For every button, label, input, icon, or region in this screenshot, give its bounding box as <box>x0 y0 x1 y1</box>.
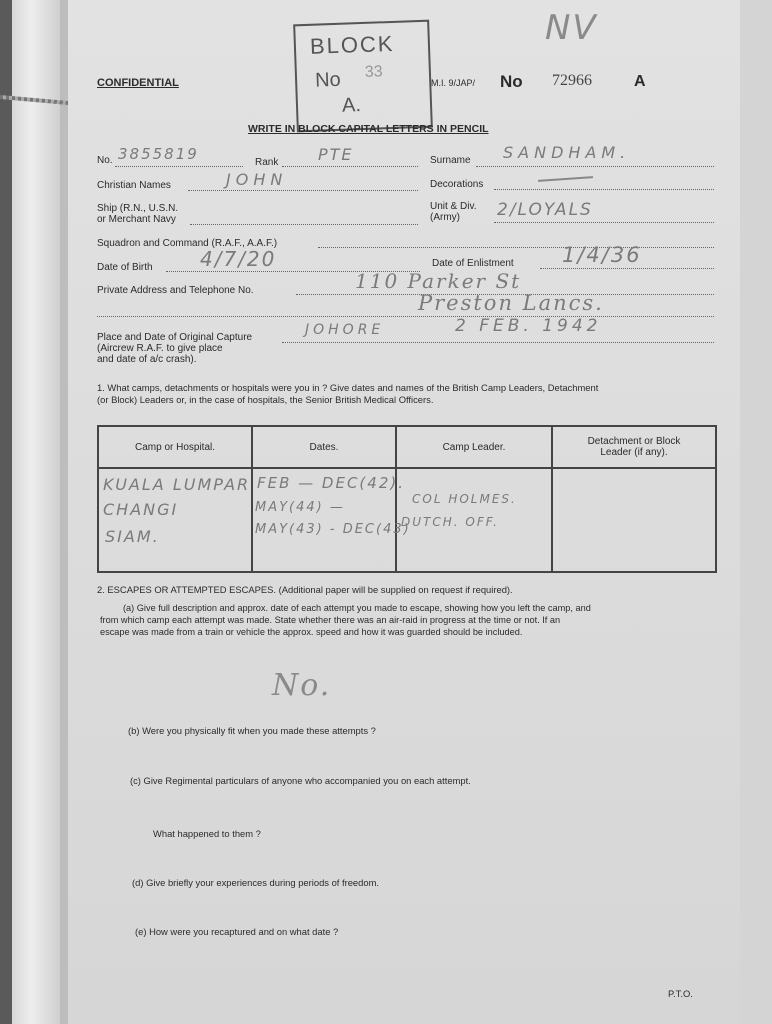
rank-value: PTE <box>318 145 354 164</box>
capture-label-3: and date of a/c crash). <box>97 354 197 365</box>
unit-label-1: Unit & Div. <box>430 201 477 212</box>
row3-leader: DUTCH. OFF. <box>401 515 499 529</box>
q2-answer: No. <box>272 668 332 703</box>
surname-line <box>476 166 714 167</box>
row2-leader: COL HOLMES. <box>412 492 517 506</box>
address-label: Private Address and Telephone No. <box>97 285 254 296</box>
block-stamp <box>293 20 433 133</box>
col-camp: Camp or Hospital. <box>98 426 252 468</box>
confidential-label: CONFIDENTIAL <box>97 77 179 89</box>
binding-strip <box>12 0 61 1024</box>
form-number: 72966 <box>552 72 592 89</box>
q2-a-line1: (a) Give full description and approx. date of each attempt you made to escape, showing how you left the camp, and <box>123 603 591 613</box>
surname-value: SANDHAM. <box>503 143 631 162</box>
address-line-2 <box>97 316 714 317</box>
capture-place: JOHORE <box>305 322 385 338</box>
surname-label: Surname <box>430 155 471 166</box>
stamp-line3: A. <box>341 94 362 117</box>
row1-dates: FEB — DEC(42). <box>257 474 405 492</box>
row3-dates: MAY(43) - DEC(43) <box>255 522 411 537</box>
q1-line-2: (or Block) Leaders or, in the case of hospitals, the Senior British Medical Officers. <box>97 394 434 405</box>
form-suffix: A <box>634 73 646 90</box>
row3-camp: SIAM. <box>105 527 160 546</box>
q2-e: (e) How were you recaptured and on what date ? <box>135 926 339 937</box>
unit-line <box>494 222 714 223</box>
form-code: M.I. 9/JAP/ <box>431 78 476 88</box>
col-detachment-line1: Detachment or Block <box>587 436 681 447</box>
col-leader: Camp Leader. <box>396 426 552 468</box>
capture-label-2: (Aircrew R.A.F. to give place <box>97 343 223 354</box>
ship-label-1: Ship (R.N., U.S.N. <box>97 203 179 214</box>
enlistment-value: 1/4/36 <box>562 243 642 267</box>
christian-line <box>188 190 418 191</box>
squadron-line <box>318 247 714 248</box>
decorations-label: Decorations <box>430 179 484 190</box>
stamp-line1: BLOCK <box>309 30 395 59</box>
col-detachment <box>552 426 716 468</box>
form-no-label: No <box>500 72 523 91</box>
rank-line <box>282 166 418 167</box>
pto: P.T.O. <box>668 988 693 999</box>
ship-line <box>190 224 418 225</box>
squadron-label: Squadron and Command (R.A.F., A.A.F.) <box>97 238 278 249</box>
col-dates: Dates. <box>252 426 396 468</box>
stamp-number: 33 <box>364 63 383 81</box>
dob-label: Date of Birth <box>97 262 153 273</box>
q2-d: (d) Give briefly your experiences during periods of freedom. <box>132 877 379 888</box>
stamp-line2: No <box>314 68 342 92</box>
christian-label: Christian Names <box>97 180 171 191</box>
ship-label-2: or Merchant Navy <box>97 214 176 225</box>
capture-line <box>282 342 714 343</box>
unit-value: 2/LOYALS <box>497 200 593 220</box>
christian-value: JOHN <box>226 170 288 189</box>
initials: NV <box>545 8 598 48</box>
col-detachment-line2: Leader (if any). <box>600 447 668 458</box>
q2-c2: What happened to them ? <box>153 828 261 839</box>
dob-value: 4/7/20 <box>200 247 277 271</box>
q2-c: (c) Give Regimental particulars of anyone who accompanied you on each attempt. <box>130 775 471 786</box>
address-value-1: 110 Parker St <box>355 269 522 293</box>
row2-dates: MAY(44) — <box>255 500 345 515</box>
rank-label: Rank <box>255 157 279 168</box>
q2-title: 2. ESCAPES OR ATTEMPTED ESCAPES. (Additional paper will be supplied on request if required). <box>97 584 513 595</box>
address-value-2: Preston Lancs. <box>418 291 604 315</box>
cell-detachment <box>552 468 716 572</box>
capture-label-1: Place and Date of Original Capture <box>97 332 253 343</box>
no-label: No. <box>97 155 113 166</box>
row2-camp: CHANGI <box>103 500 179 519</box>
q2-a-line3: escape was made from a train or vehicle the approx. speed and how it was guarded should be included. <box>100 627 523 637</box>
instruction: WRITE IN BLOCK CAPITAL LETTERS IN PENCIL <box>248 123 489 135</box>
row1-camp: KUALA LUMPAR <box>103 475 251 494</box>
q2-a-line2: from which camp each attempt was made. State whether there was an air-raid in progress at the time or not. If an <box>100 615 561 625</box>
q1-line-1: 1. What camps, detachments or hospitals were you in ? Give dates and names of the British Camp Leaders, Detachment <box>97 382 599 393</box>
q2-b: (b) Were you physically fit when you made these attempts ? <box>128 725 376 736</box>
no-value: 3855819 <box>118 145 199 163</box>
no-line <box>115 166 243 167</box>
camp-table <box>97 425 717 573</box>
enlistment-label: Date of Enlistment <box>432 258 514 269</box>
next-page-edge <box>738 0 772 1024</box>
unit-label-2: (Army) <box>430 212 460 223</box>
decorations-line <box>494 189 714 190</box>
capture-date: 2 FEB. 1942 <box>455 316 602 336</box>
enlistment-line <box>540 268 714 269</box>
